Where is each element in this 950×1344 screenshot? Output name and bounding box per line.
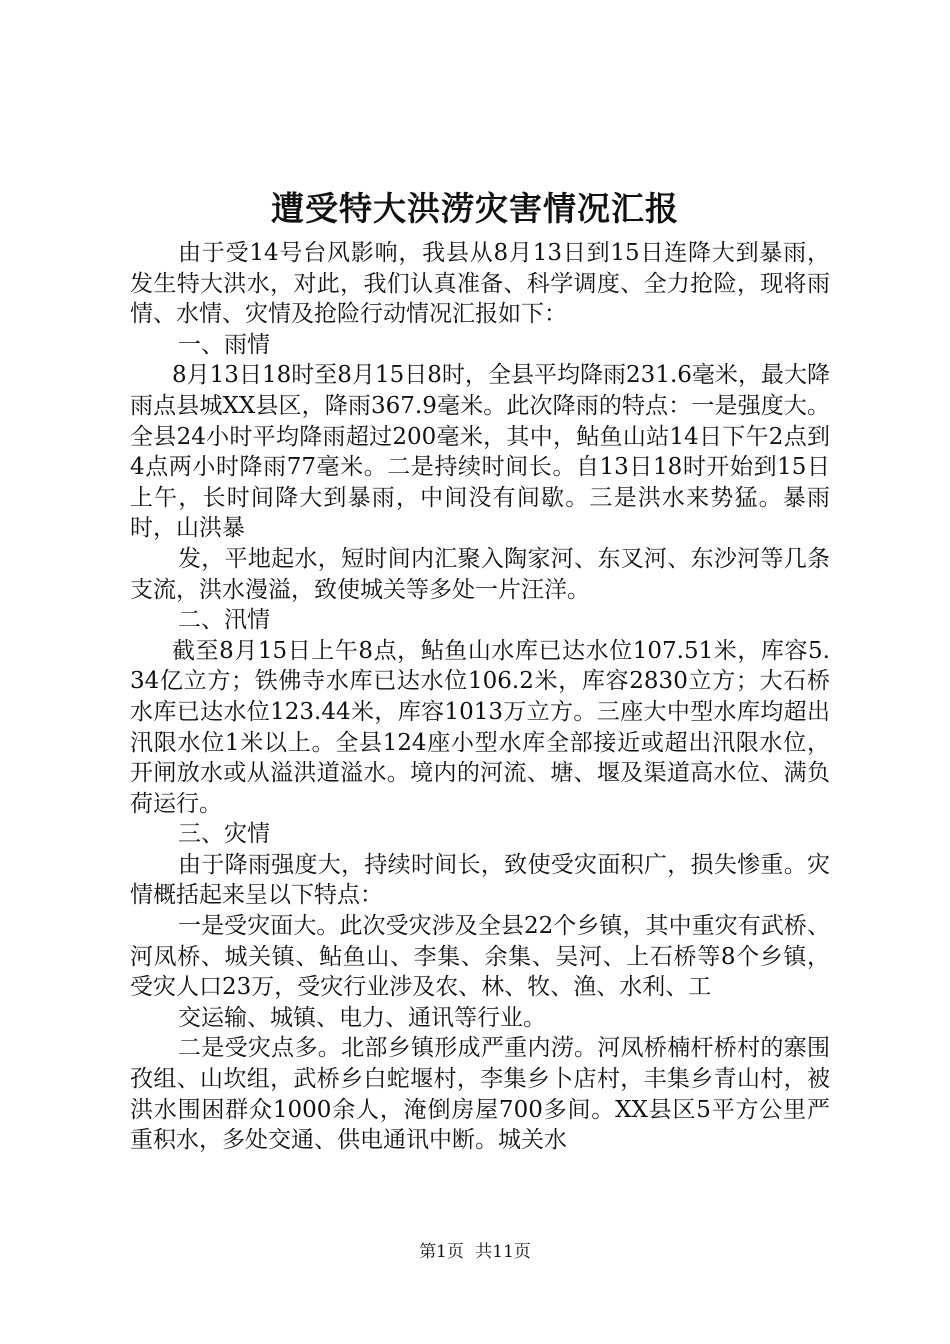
page-number: 第1页	[419, 1242, 464, 1262]
paragraph-disaster-area: 一是受灾面大。此次受灾涉及全县22个乡镇，其中重灾有武桥、河凤桥、城关镇、鲇鱼山、李集、余集、吴河、上石桥等8个乡镇，受灾人口23万，受灾行业涉及农、林、牧、渔、水利、工	[130, 913, 830, 1001]
paragraph-intro: 由于受14号台风影响，我县从8月13日到15日连降大到暴雨，发生特大洪水，对此，我们认真准备、科学调度、全力抢险，现将雨情、水情、灾情及抢险行动情况汇报如下：	[130, 240, 830, 328]
section-heading-flood: 二、汛情	[178, 607, 270, 634]
paragraph-rain: 8月13日18时至8月15日8时，全县平均降雨231.6毫米，最大降雨点县城XX县区，降雨367.9毫米。此次降雨的特点：一是强度大。全县24小时平均降雨超过200毫米，其中，鲇鱼山站14日下午2点到4点两小时降雨77毫米。二是持续时间长。自13日18时开始到15日上午，长时间降大到暴雨，中间没有间歇。三是洪水来势猛。暴雨时，山洪暴	[130, 362, 830, 542]
section-heading-rain: 一、雨情	[178, 331, 270, 358]
section-heading-disaster: 三、灾情	[178, 821, 270, 848]
document-body	[130, 238, 830, 1156]
paragraph-disaster-area-continued: 交运输、城镇、电力、通讯等行业。	[178, 1004, 546, 1031]
paragraph-disaster-points: 二是受灾点多。北部乡镇形成严重内涝。河凤桥楠杆桥村的寨围孜组、山坎组，武桥乡白蛇堰村，李集乡卜店村，丰集乡青山村，被洪水围困群众1000余人，淹倒房屋700多间。XX县区5平方公里严重积水，多处交通、供电通讯中断。城关水	[130, 1035, 830, 1154]
page-footer	[0, 1240, 950, 1264]
page-total: 共11页	[475, 1242, 531, 1262]
page-title: 遭受特大洪涝灾害情况汇报	[271, 189, 679, 228]
paragraph-disaster-intro: 由于降雨强度大，持续时间长，致使受灾面积广，损失惨重。灾情概括起来呈以下特点：	[130, 851, 830, 909]
paragraph-flood: 截至8月15日上午8点，鲇鱼山水库已达水位107.51米，库容5.34亿立方；铁佛寺水库已达水位106.2米，库容2830立方；大石桥水库已达水位123.44米，库容1013万立方。三座大中型水库均超出汛限水位1米以上。全县124座小型水库全部接近或超出汛限水位，开闸放水或从溢洪道溢水。境内的河流、塘、堰及渠道高水位、满负荷运行。	[130, 637, 830, 817]
paragraph-rain-continued: 发，平地起水，短时间内汇聚入陶家河、东叉河、东沙河等几条支流，洪水漫溢，致使城关等多处一片汪洋。	[130, 545, 830, 603]
